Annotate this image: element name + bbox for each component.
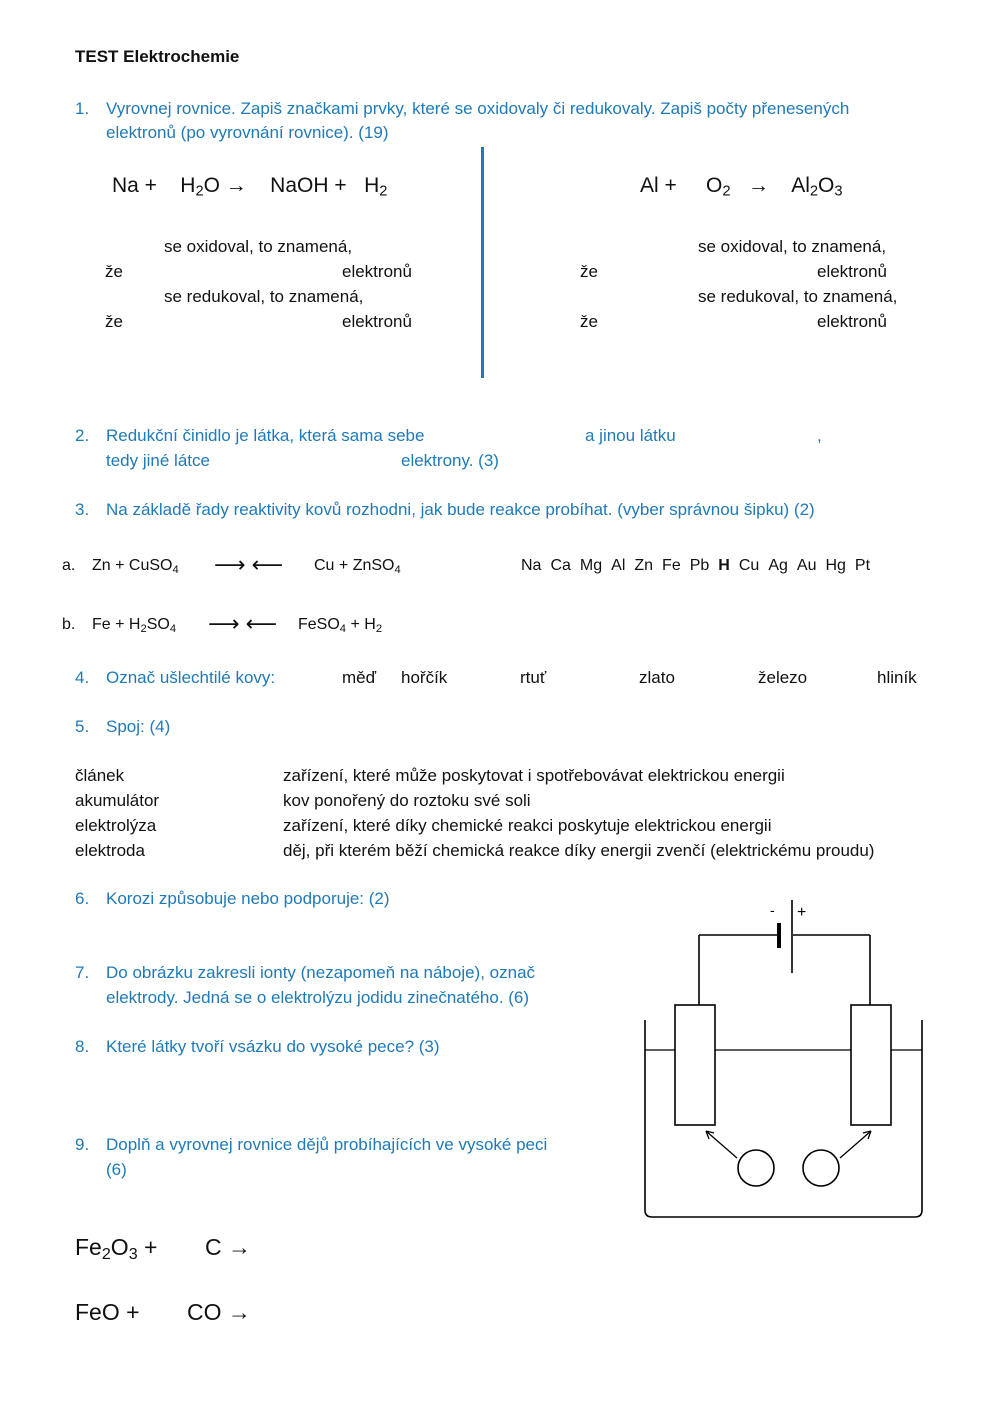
series-item: Cu (738, 557, 760, 574)
final-eq-co: CO → (187, 1299, 251, 1325)
q2-part4: elektrony. (3) (401, 451, 499, 470)
al-term: Al + (640, 174, 677, 197)
q8-text: Které látky tvoří vsázku do vysoké pece? (3) (106, 1037, 440, 1056)
q3a-left: Zn + CuSO$_4$ (92, 557, 179, 576)
q1-number: 1. (75, 99, 90, 118)
right-elektronu-2: elektronů (817, 312, 887, 331)
series-item: Zn (634, 557, 654, 574)
q4-option[interactable]: železo (758, 668, 808, 687)
left-elektronu-2: elektronů (342, 312, 412, 331)
q3a-arrow-left[interactable]: ⟵ (251, 552, 284, 577)
q4-option[interactable]: měď (342, 668, 377, 687)
series-item-hydrogen: H (718, 557, 730, 574)
q5-term[interactable]: článek (75, 766, 125, 785)
page-title: TEST Elektrochemie (75, 47, 240, 66)
ion-circle-left (738, 1150, 774, 1186)
h2o-term: $H_2O$ → (180, 174, 247, 200)
q7-line1: Do obrázku zakresli ionty (nezapomeň na náboje), označ (106, 963, 536, 982)
arrow: → (748, 174, 769, 197)
q8-number: 8. (75, 1037, 90, 1056)
right-reduced-text: se redukoval, to znamená, (698, 287, 898, 306)
q1-text-line2: elektronů (po vyrovnání rovnice). (19) (106, 123, 389, 142)
q5-definition[interactable]: zařízení, které může poskytovat i spotřebovávat elektrickou energii (283, 766, 785, 785)
q3a-label: a. (62, 557, 76, 574)
q6-text: Korozi způsobuje nebo podporuje: (2) (106, 889, 390, 908)
o2-term: $O_2$ (705, 174, 731, 200)
final-eq-fe2o3: $Fe_2O_3$ + (75, 1234, 158, 1264)
reactivity-series (521, 555, 879, 577)
final-eq-feo: FeO + (75, 1299, 140, 1325)
divider-line (481, 147, 484, 378)
q4-text: Označ ušlechtilé kovy: (106, 668, 276, 687)
q2-part1: Redukční činidlo je látka, která sama sebe (106, 426, 425, 445)
q2-number: 2. (75, 426, 90, 445)
q5-definition[interactable]: děj, při kterém běží chemická reakce díky energii zvenčí (elektrickému proudu) (283, 841, 875, 860)
q1-left-equation (112, 172, 387, 200)
q3b-left: $Fe + H_2SO_4$ (92, 616, 177, 635)
final-eq-c: C → (205, 1234, 251, 1260)
q5-definition[interactable]: zařízení, které díky chemické reakci poskytuje elektrickou energii (283, 816, 772, 835)
naoh-term: NaOH + (270, 174, 347, 197)
q9-number: 9. (75, 1135, 90, 1154)
h2-term: $H_2$ (364, 174, 388, 200)
q3b-arrow-left[interactable]: ⟵ (245, 611, 278, 636)
q5-definition[interactable]: kov ponořený do roztoku své soli (283, 791, 531, 810)
q4-number: 4. (75, 668, 90, 687)
q1-right-equation (640, 172, 843, 200)
q3b-arrow-right[interactable]: ⟶ (208, 611, 240, 636)
series-item: Al (611, 557, 626, 574)
electrolysis-diagram (640, 895, 930, 1225)
series-item: Ag (768, 557, 788, 574)
q3-text: Na základě řady reaktivity kovů rozhodni, jak bude reakce probíhat. (vyber správnou šipku) (2) (106, 500, 815, 519)
q3a-arrows (214, 554, 283, 576)
left-reduced-text: se redukoval, to znamená, (164, 287, 364, 306)
q7-line2: elektrody. Jedná se o elektrolýzu jodidu zinečnatého. (6) (106, 988, 530, 1007)
left-elektronu-1: elektronů (342, 262, 412, 281)
q2-part2: a jinou látku (585, 426, 676, 445)
q4-option[interactable]: rtuť (520, 668, 547, 687)
right-ze-1: že (580, 262, 598, 281)
series-item: Mg (579, 557, 603, 574)
arrow-left (706, 1131, 737, 1158)
q5-term[interactable]: elektroda (75, 841, 145, 860)
na-term: Na + (112, 174, 157, 197)
q5-text: Spoj: (4) (106, 717, 171, 736)
left-ze-2: že (105, 312, 123, 331)
series-item: Au (796, 557, 817, 574)
q9-line1: Doplň a vyrovnej rovnice dějů probíhajících ve vysoké peci (106, 1135, 548, 1154)
series-item: Pb (689, 557, 710, 574)
al2o3-term: $Al_2O_3$ (791, 174, 843, 200)
series-item: Na (521, 557, 542, 574)
q6-number: 6. (75, 889, 90, 908)
q5-number: 5. (75, 717, 90, 736)
q7-number: 7. (75, 963, 90, 982)
q4-option[interactable]: hořčík (401, 668, 448, 687)
q3-number: 3. (75, 500, 90, 519)
right-oxidized-text: se oxidoval, to znamená, (698, 237, 887, 256)
right-elektronu-1: elektronů (817, 262, 887, 281)
electrode-right (851, 1005, 891, 1125)
battery-plus: + (797, 904, 807, 921)
q3b-right: FeSO$_4$ + $H_2$ (298, 616, 383, 635)
q3b-arrows (208, 613, 277, 635)
series-item: Fe (662, 557, 681, 574)
q5-term[interactable]: elektrolýza (75, 816, 157, 835)
q4-option[interactable]: zlato (639, 668, 675, 687)
electrode-left (675, 1005, 715, 1125)
q1-text-line1: Vyrovnej rovnice. Zapiš značkami prvky, které se oxidovaly či redukovaly. Zapiš počty přenesených (106, 99, 850, 118)
series-item: Pt (854, 557, 871, 574)
left-oxidized-text: se oxidoval, to znamená, (164, 237, 353, 256)
q2-comma: , (817, 426, 822, 445)
right-ze-2: že (580, 312, 598, 331)
q3b-label: b. (62, 616, 76, 633)
ion-circle-right (803, 1150, 839, 1186)
left-ze-1: že (105, 262, 123, 281)
q5-term[interactable]: akumulátor (75, 791, 160, 810)
arrow-right (840, 1131, 871, 1158)
series-item: Ca (550, 557, 571, 574)
battery-minus: - (770, 902, 775, 918)
q4-option[interactable]: hliník (877, 668, 917, 687)
series-item: Hg (825, 557, 846, 574)
q3a-right: Cu + ZnSO$_4$ (314, 557, 401, 576)
q9-line2: (6) (106, 1160, 127, 1179)
q3a-arrow-right[interactable]: ⟶ (214, 552, 246, 577)
q2-part3: tedy jiné látce (106, 451, 210, 470)
